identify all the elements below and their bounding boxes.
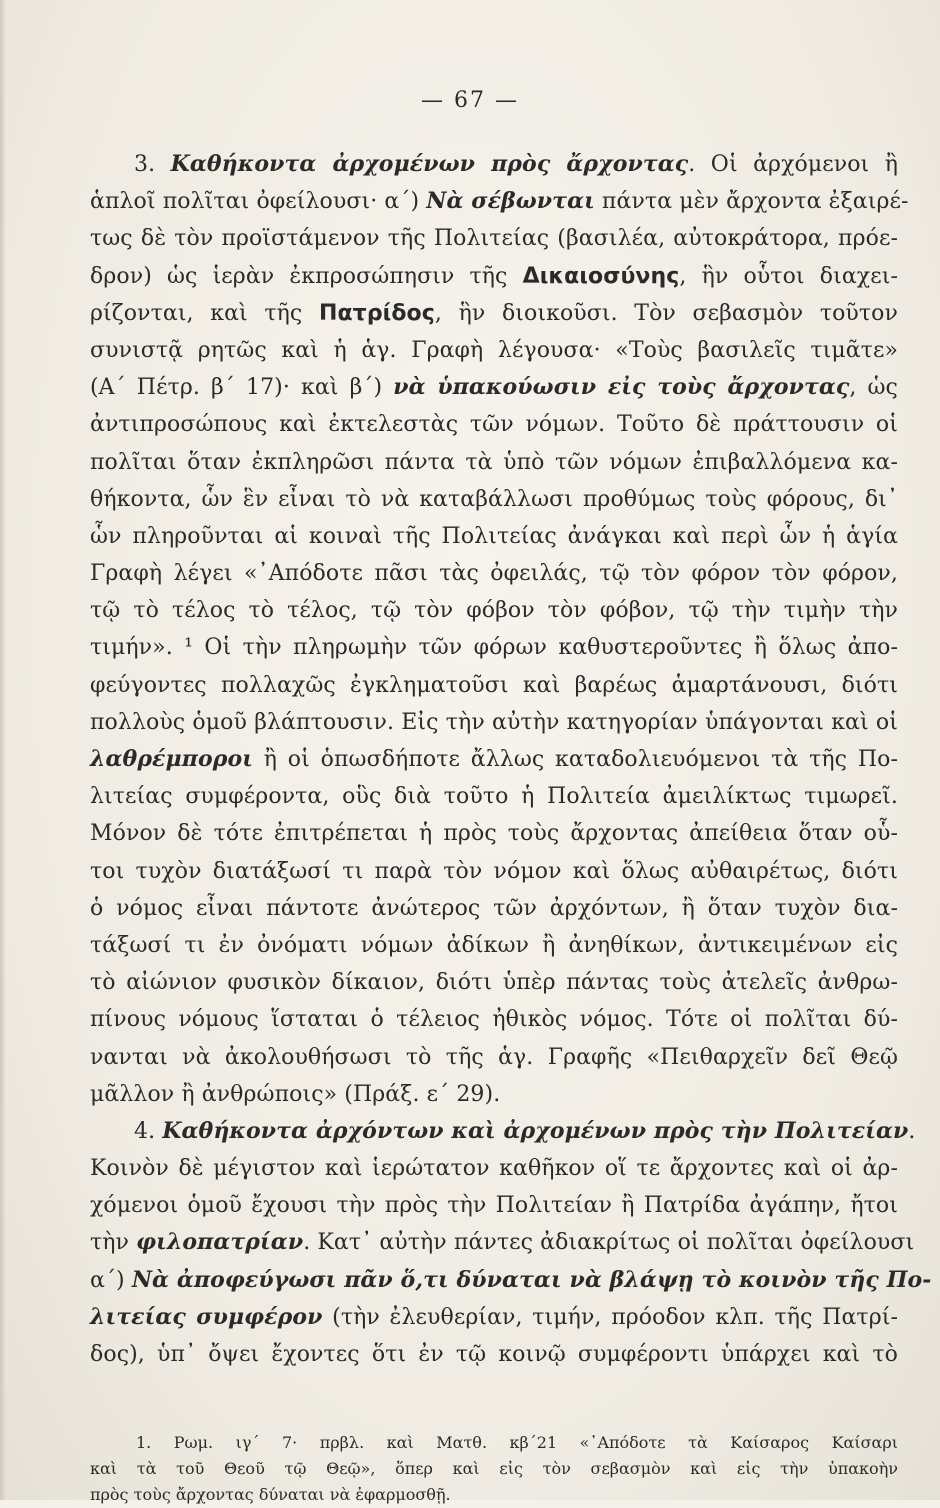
body-text [90,146,932,1373]
text-line [90,295,898,332]
text-run: Κοινὸν δὲ μέγιστον καὶ ἱερώτατον καθῆκον οἵ τε ἄρχοντες καὶ οἱ ἀρ- [90,1156,898,1182]
text-line [90,1187,898,1224]
text-run: 3. [134,152,171,177]
text-line [90,815,898,852]
emphasis-run: νὰ ὑπακούωσιν εἰς τοὺς ἄρχοντας [393,374,850,401]
text-run: , ἣν διοικοῦσι. Τὸν σεβασμὸν τοῦτον [434,300,899,326]
text-line [90,258,898,295]
text-line [90,1076,898,1113]
text-line [90,890,898,927]
text-run: λιτείας συμφέροντα, οὓς διὰ τοῦτο ἡ Πολιτεία ἀμειλίκτως τιμωρεῖ. [90,784,898,810]
text-run: συνιστᾷ ρητῶς καὶ ἡ ἁγ. Γραφὴ λέγουσα· «Τοὺς βασιλεῖς τιμᾶτε» [90,337,898,363]
text-line [90,667,898,704]
text-run: νανται νὰ ἀκολουθήσωσι τὸ τῆς ἁγ. Γραφῆς «Πειθαρχεῖν δεῖ Θεῷ [90,1044,898,1070]
text-run: ἢ οἱ ὁπωσδήποτε ἄλλως καταδολιευόμενοι τὰ τῆς Πο- [252,747,898,772]
text-run: 4. [134,1118,163,1144]
text-run: πίνους νόμους ἵσταται ὁ τέλειος ἠθικὸς νόμος. Τότε οἱ πολῖται δύ- [90,1007,898,1033]
text-line [90,555,898,592]
text-line [90,146,898,183]
text-line [90,1150,898,1187]
emphasis-run: λαθρέμποροι [90,746,253,772]
emphasis-run: Καθήκοντα ἀρχόντων καὶ ἀρχομένων πρὸς τὴν Πολιτείαν [162,1117,909,1144]
text-run: ἀντιπροσώπους καὶ ἐκτελεστὰς τῶν νόμων. Τοῦτο δὲ πράττουσιν οἱ [90,412,898,438]
text-run: . [908,1118,916,1144]
binding-edge [0,0,6,1500]
text-line [90,481,898,518]
text-line [90,332,898,369]
text-line [90,1262,932,1299]
text-line [90,1039,898,1076]
footnote-line: πρὸς τοὺς ἄρχοντας δύναται νὰ ἐφαρμοσθῇ. [90,1485,451,1504]
text-line [90,778,898,815]
emphasis-run: λιτείας συμφέρον [90,1303,323,1330]
emphasis-run: Νὰ σέβωνται [426,188,595,215]
text-run: , ἣν οὗτοι διαχει- [679,263,898,289]
text-line [90,1113,916,1150]
text-line [90,592,898,629]
text-line [90,741,898,778]
emphasis-run: Νὰ ἀποφεύγωσι πᾶν ὅ,τι δύναται νὰ βλάψῃ τὸ κοινὸν τῆς Πο- [131,1266,932,1293]
text-line [90,406,898,443]
text-run: Μόνον δὲ τότε ἐπιτρέπεται ἡ πρὸς τοὺς ἄρχοντας ἀπείθεια ὅταν οὗ- [90,821,898,847]
emphasis-run: Καθήκοντα ἀρχομένων πρὸς ἄρχοντας [170,151,689,177]
text-run: τῷ τὸ τέλος τὸ τέλος, τῷ τὸν φόβον τὸν φόβον, τῷ τὴν τιμὴν τὴν [90,598,898,624]
text-line [90,1336,898,1373]
text-run: ὁ νόμος εἶναι πάντοτε ἀνώτερος τῶν ἀρχόντων, ἢ ὅταν τυχὸν δια- [90,895,898,921]
text-run: τως δὲ τὸν προϊστάμενον τῆς Πολιτείας (βασιλέα, αὐτοκράτορα, πρόε- [90,226,898,252]
text-run: α΄) [90,1267,132,1293]
text-run: χόμενοι ὁμοῦ ἔχουσι τὴν πρὸς τὴν Πολιτείαν ἢ Πατρίδα ἀγάπην, ἤτοι [90,1193,898,1219]
text-run: πάντα μὲν ἄρχοντα ἐξαιρέ- [594,189,909,215]
text-run: ἁπλοῖ πολῖται ὀφείλουσι· α΄) [90,189,427,215]
page-number: — 67 — [421,88,519,113]
text-line [90,853,898,890]
text-run: τὴν [90,1230,137,1256]
text-line [90,220,898,257]
text-run: πολλοὺς ὁμοῦ βλάπτουσιν. Εἰς τὴν αὐτὴν κατηγορίαν ὑπάγονται καὶ οἱ [90,709,898,735]
text-run: ὧν πληροῦνται αἱ κοιναὶ τῆς Πολιτείας ἀνάγκαι καὶ περὶ ὧν ἡ ἁγία [90,523,898,549]
text-line [90,1299,898,1336]
text-run: τιμήν». ¹ Οἱ τὴν πληρωμὴν τῶν φόρων καθυστεροῦντες ἢ ὅλως ἀπο- [90,635,898,661]
text-run: θήκοντα, ὧν ἓν εἶναι τὸ νὰ καταβάλλωσι προθύμως τοὺς φόρους, δι᾽ [90,486,898,512]
text-run: πολῖται ὅταν ἐκπληρῶσι πάντα τὰ ὑπὸ τῶν νόμων ἐπιβαλλόμενα κα- [90,449,898,475]
text-run: δρον) ὡς ἱερὰν ἐκπροσώπησιν τῆς [90,263,523,289]
text-line [90,1224,915,1261]
text-line [90,183,909,220]
text-run: . Οἱ ἀρχόμενοι ἢ [688,152,898,177]
text-run: Γραφὴ λέγει «᾽Απόδοτε πᾶσι τὰς ὀφειλάς, τῷ τὸν φόρον τὸν φόρον, [90,561,898,587]
text-line [90,369,898,406]
text-run: , ὡς [849,375,898,401]
text-line [90,518,898,555]
text-line [90,444,898,481]
text-run: τάξωσί τι ἐν ὀνόματι νόμων ἀδίκων ἢ ἀνηθίκων, ἀντικειμένων εἰς [90,932,898,958]
emphasis-run: φιλοπατρίαν [136,1229,304,1256]
text-line [90,629,898,666]
text-line [90,927,898,964]
text-run: . Κατ᾽ αὐτὴν πάντες ἀδιακρίτως οἱ πολῖται ὀφείλουσι [303,1230,915,1256]
text-run: τοι τυχὸν διατάξωσί τι παρὰ τὸν νόμον καὶ ὅλως αὐθαιρέτως, διότι [90,858,898,884]
footnote-line: καὶ τὰ τοῦ Θεοῦ τῷ Θεῷ», ὅπερ καὶ εἰς τὸν σεβασμὸν καὶ εἰς τὴν ὑπακοὴν [90,1459,898,1478]
footnote-line: 1. Ρωμ. ιγ΄ 7· πρβλ. καὶ Ματθ. κβ΄21 «᾽Απόδοτε τὰ Καίσαρος Καίσαρι [136,1433,898,1452]
emphasis-run: Πατρίδος [318,300,435,326]
text-run: φεύγοντες πολλαχῶς ἐγκληματοῦσι καὶ βαρέως ἁμαρτάνουσι, διότι [90,672,898,698]
text-run: μᾶλλον ἢ ἀνθρώποις» (Πράξ. ε΄ 29). [90,1081,501,1107]
emphasis-run: Δικαιοσύνης [522,263,680,289]
text-run: (τὴν ἐλευθερίαν, τιμήν, πρόοδον κλπ. τῆς Πατρί- [322,1304,898,1330]
text-run: ρίζονται, καὶ τῆς [90,300,319,326]
text-run: τὸ αἰώνιον φυσικὸν δίκαιον, διότι ὑπὲρ πάντας τοὺς ἀτελεῖς ἀνθρω- [90,970,898,996]
footnotes [90,1430,898,1508]
text-line [90,1001,898,1038]
text-run: δος), ὑπ᾽ ὄψει ἔχοντες ὅτι ἐν τῷ κοινῷ συμφέροντι ὑπάρχει καὶ τὸ [90,1342,898,1367]
text-line [90,964,898,1001]
text-run: (Α΄ Πέτρ. β΄ 17)· καὶ β΄) [90,375,394,401]
text-line [90,704,898,741]
